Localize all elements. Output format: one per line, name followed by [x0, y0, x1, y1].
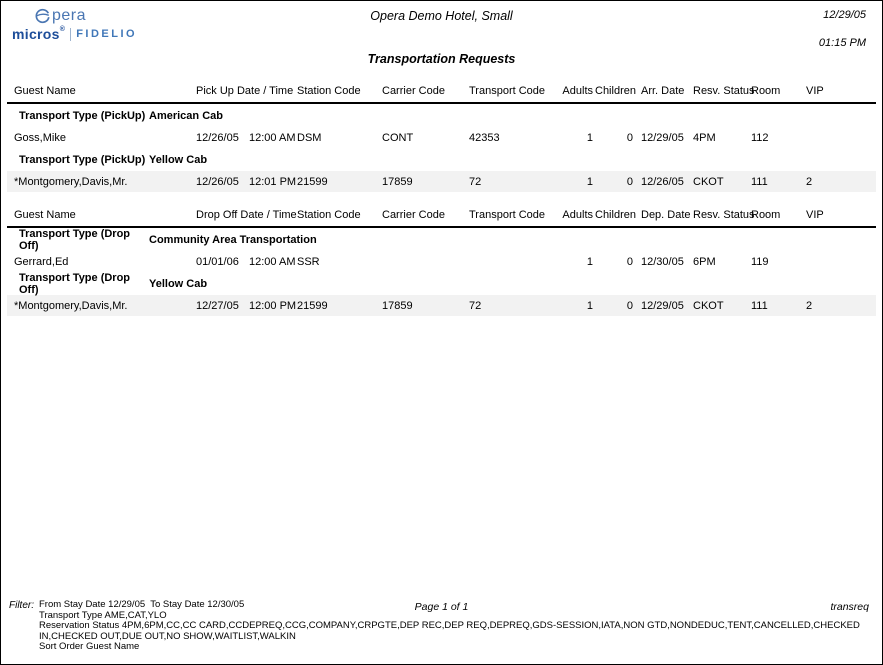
- column-header: VIP: [806, 85, 824, 97]
- transport-type-value: Yellow Cab: [149, 277, 208, 290]
- cell-carrier: CONT: [382, 131, 414, 144]
- cell-adults: 1: [586, 255, 593, 268]
- cell-date: 12/26/05: [196, 175, 239, 188]
- transport-type-label: Transport Type (Drop Off): [19, 227, 131, 252]
- cell-guest: Goss,Mike: [14, 131, 66, 144]
- cell-transport: 72: [469, 299, 482, 312]
- column-header: Station Code: [297, 85, 361, 97]
- report-time: 01:15 PM: [818, 37, 866, 49]
- report-body: [7, 80, 876, 316]
- column-header: Resv. Status: [693, 209, 755, 221]
- cell-date: 12/27/05: [196, 299, 239, 312]
- cell-resv_status: CKOT: [693, 299, 724, 312]
- column-header: Carrier Code: [382, 85, 445, 97]
- cell-time: 12:01 PM: [249, 175, 297, 188]
- cell-adults: 1: [586, 299, 593, 312]
- cell-station: DSM: [297, 131, 322, 144]
- filter-label: Filter:: [9, 600, 34, 611]
- table-row: [7, 171, 876, 192]
- page-number: Page 1 of 1: [414, 601, 469, 613]
- column-header: Guest Name: [14, 85, 76, 97]
- table-row: [7, 295, 876, 316]
- column-header-row: [7, 80, 876, 104]
- cell-vip: 2: [806, 175, 813, 188]
- table-row: [7, 251, 876, 272]
- cell-children: 0: [626, 299, 633, 312]
- hotel-name: Opera Demo Hotel, Small: [370, 9, 513, 23]
- pickup-section: [7, 80, 876, 192]
- column-header: Transport Code: [469, 85, 546, 97]
- cell-time: 12:00 PM: [249, 299, 297, 312]
- logo-separator: [70, 28, 71, 41]
- cell-room: 112: [751, 131, 769, 144]
- column-header: Adults: [562, 85, 593, 97]
- cell-station: 21599: [297, 175, 328, 188]
- transport-type-value: Community Area Transportation: [149, 233, 317, 246]
- transport-type-label: Transport Type (Drop Off): [19, 271, 131, 296]
- cell-resv_status: CKOT: [693, 175, 724, 188]
- cell-children: 0: [626, 131, 633, 144]
- cell-guest: Gerrard,Ed: [14, 255, 69, 268]
- report-date: 12/29/05: [823, 9, 866, 21]
- column-header: Pick Up Date / Time: [196, 85, 294, 97]
- cell-room: 111: [751, 299, 768, 312]
- cell-ref_date: 12/29/05: [641, 131, 684, 144]
- cell-transport: 72: [469, 175, 482, 188]
- transport-type-group-row: [7, 228, 876, 251]
- transport-type-group-row: [7, 272, 876, 295]
- cell-ref_date: 12/29/05: [641, 299, 684, 312]
- cell-time: 12:00 AM: [249, 131, 296, 144]
- filter-line-transport-type: Transport Type AME,CAT,YLO: [39, 609, 167, 621]
- fidelio-logo-text: FIDELIO: [76, 28, 138, 40]
- cell-ref_date: 12/26/05: [641, 175, 684, 188]
- cell-children: 0: [626, 175, 633, 188]
- transport-type-value: Yellow Cab: [149, 153, 208, 166]
- column-header: Adults: [562, 209, 593, 221]
- transport-type-group-row: [7, 148, 876, 171]
- cell-children: 0: [626, 255, 633, 268]
- filter-line-stay-dates: From Stay Date 12/29/05 To Stay Date 12/30/05: [39, 599, 245, 610]
- table-row: [7, 127, 876, 148]
- column-header: Guest Name: [14, 209, 76, 221]
- cell-carrier: 17859: [382, 175, 413, 188]
- cell-date: 01/01/06: [196, 255, 239, 268]
- cell-date: 12/26/05: [196, 131, 239, 144]
- dropoff-section: [7, 204, 876, 316]
- cell-transport: 42353: [469, 131, 500, 144]
- column-header: Children: [595, 85, 636, 97]
- transport-type-label: Transport Type (PickUp): [19, 109, 146, 122]
- micros-logo-text: micros®: [12, 26, 66, 42]
- cell-carrier: 17859: [382, 299, 413, 312]
- column-header: Room: [751, 209, 781, 221]
- column-header: Station Code: [297, 209, 361, 221]
- micros-fidelio-logo: [12, 26, 137, 42]
- cell-resv_status: 4PM: [693, 131, 716, 144]
- registered-mark: ®: [59, 26, 66, 33]
- column-header: Children: [595, 209, 636, 221]
- column-header: Drop Off Date / Time: [196, 209, 297, 221]
- cell-time: 12:00 AM: [249, 255, 296, 268]
- report-code: transreq: [830, 601, 869, 613]
- column-header: Carrier Code: [382, 209, 445, 221]
- page-title: Transportation Requests: [367, 52, 516, 66]
- cell-ref_date: 12/30/05: [641, 255, 684, 268]
- transport-type-value: American Cab: [149, 109, 223, 122]
- filter-line-resv-status: Reservation Status 4PM,6PM,CC,CC CARD,CCDEPREQ,CCG,COMPANY,CRPGTE,DEP REC,DEP REQ,DEPREQ,GDS-SESSION,IATA,NON GTD,NONDEDUC,TENT,CANCELLED,CHECKED IN,CHECKED OUT,DUE OUT,NO SHOW,WAITLIST,WALKIN: [39, 620, 863, 642]
- column-header: Room: [751, 85, 781, 97]
- cell-station: 21599: [297, 299, 328, 312]
- column-header: Resv. Status: [693, 85, 755, 97]
- cell-station: SSR: [297, 255, 320, 268]
- column-header: Arr. Date: [641, 85, 685, 97]
- cell-guest: *Montgomery,Davis,Mr.: [14, 299, 128, 312]
- filter-line-sort-order: Sort Order Guest Name: [39, 641, 140, 652]
- column-header: Transport Code: [469, 209, 546, 221]
- transport-type-label: Transport Type (PickUp): [19, 153, 146, 166]
- cell-adults: 1: [586, 131, 593, 144]
- column-header: VIP: [806, 209, 824, 221]
- cell-guest: *Montgomery,Davis,Mr.: [14, 175, 128, 188]
- column-header-row: [7, 204, 876, 228]
- cell-resv_status: 6PM: [693, 255, 716, 268]
- cell-room: 111: [751, 175, 768, 188]
- opera-logo-text: pera: [52, 7, 87, 24]
- cell-vip: 2: [806, 299, 813, 312]
- column-header: Dep. Date: [641, 209, 691, 221]
- cell-room: 119: [751, 255, 769, 268]
- transport-type-group-row: [7, 104, 876, 127]
- cell-adults: 1: [586, 175, 593, 188]
